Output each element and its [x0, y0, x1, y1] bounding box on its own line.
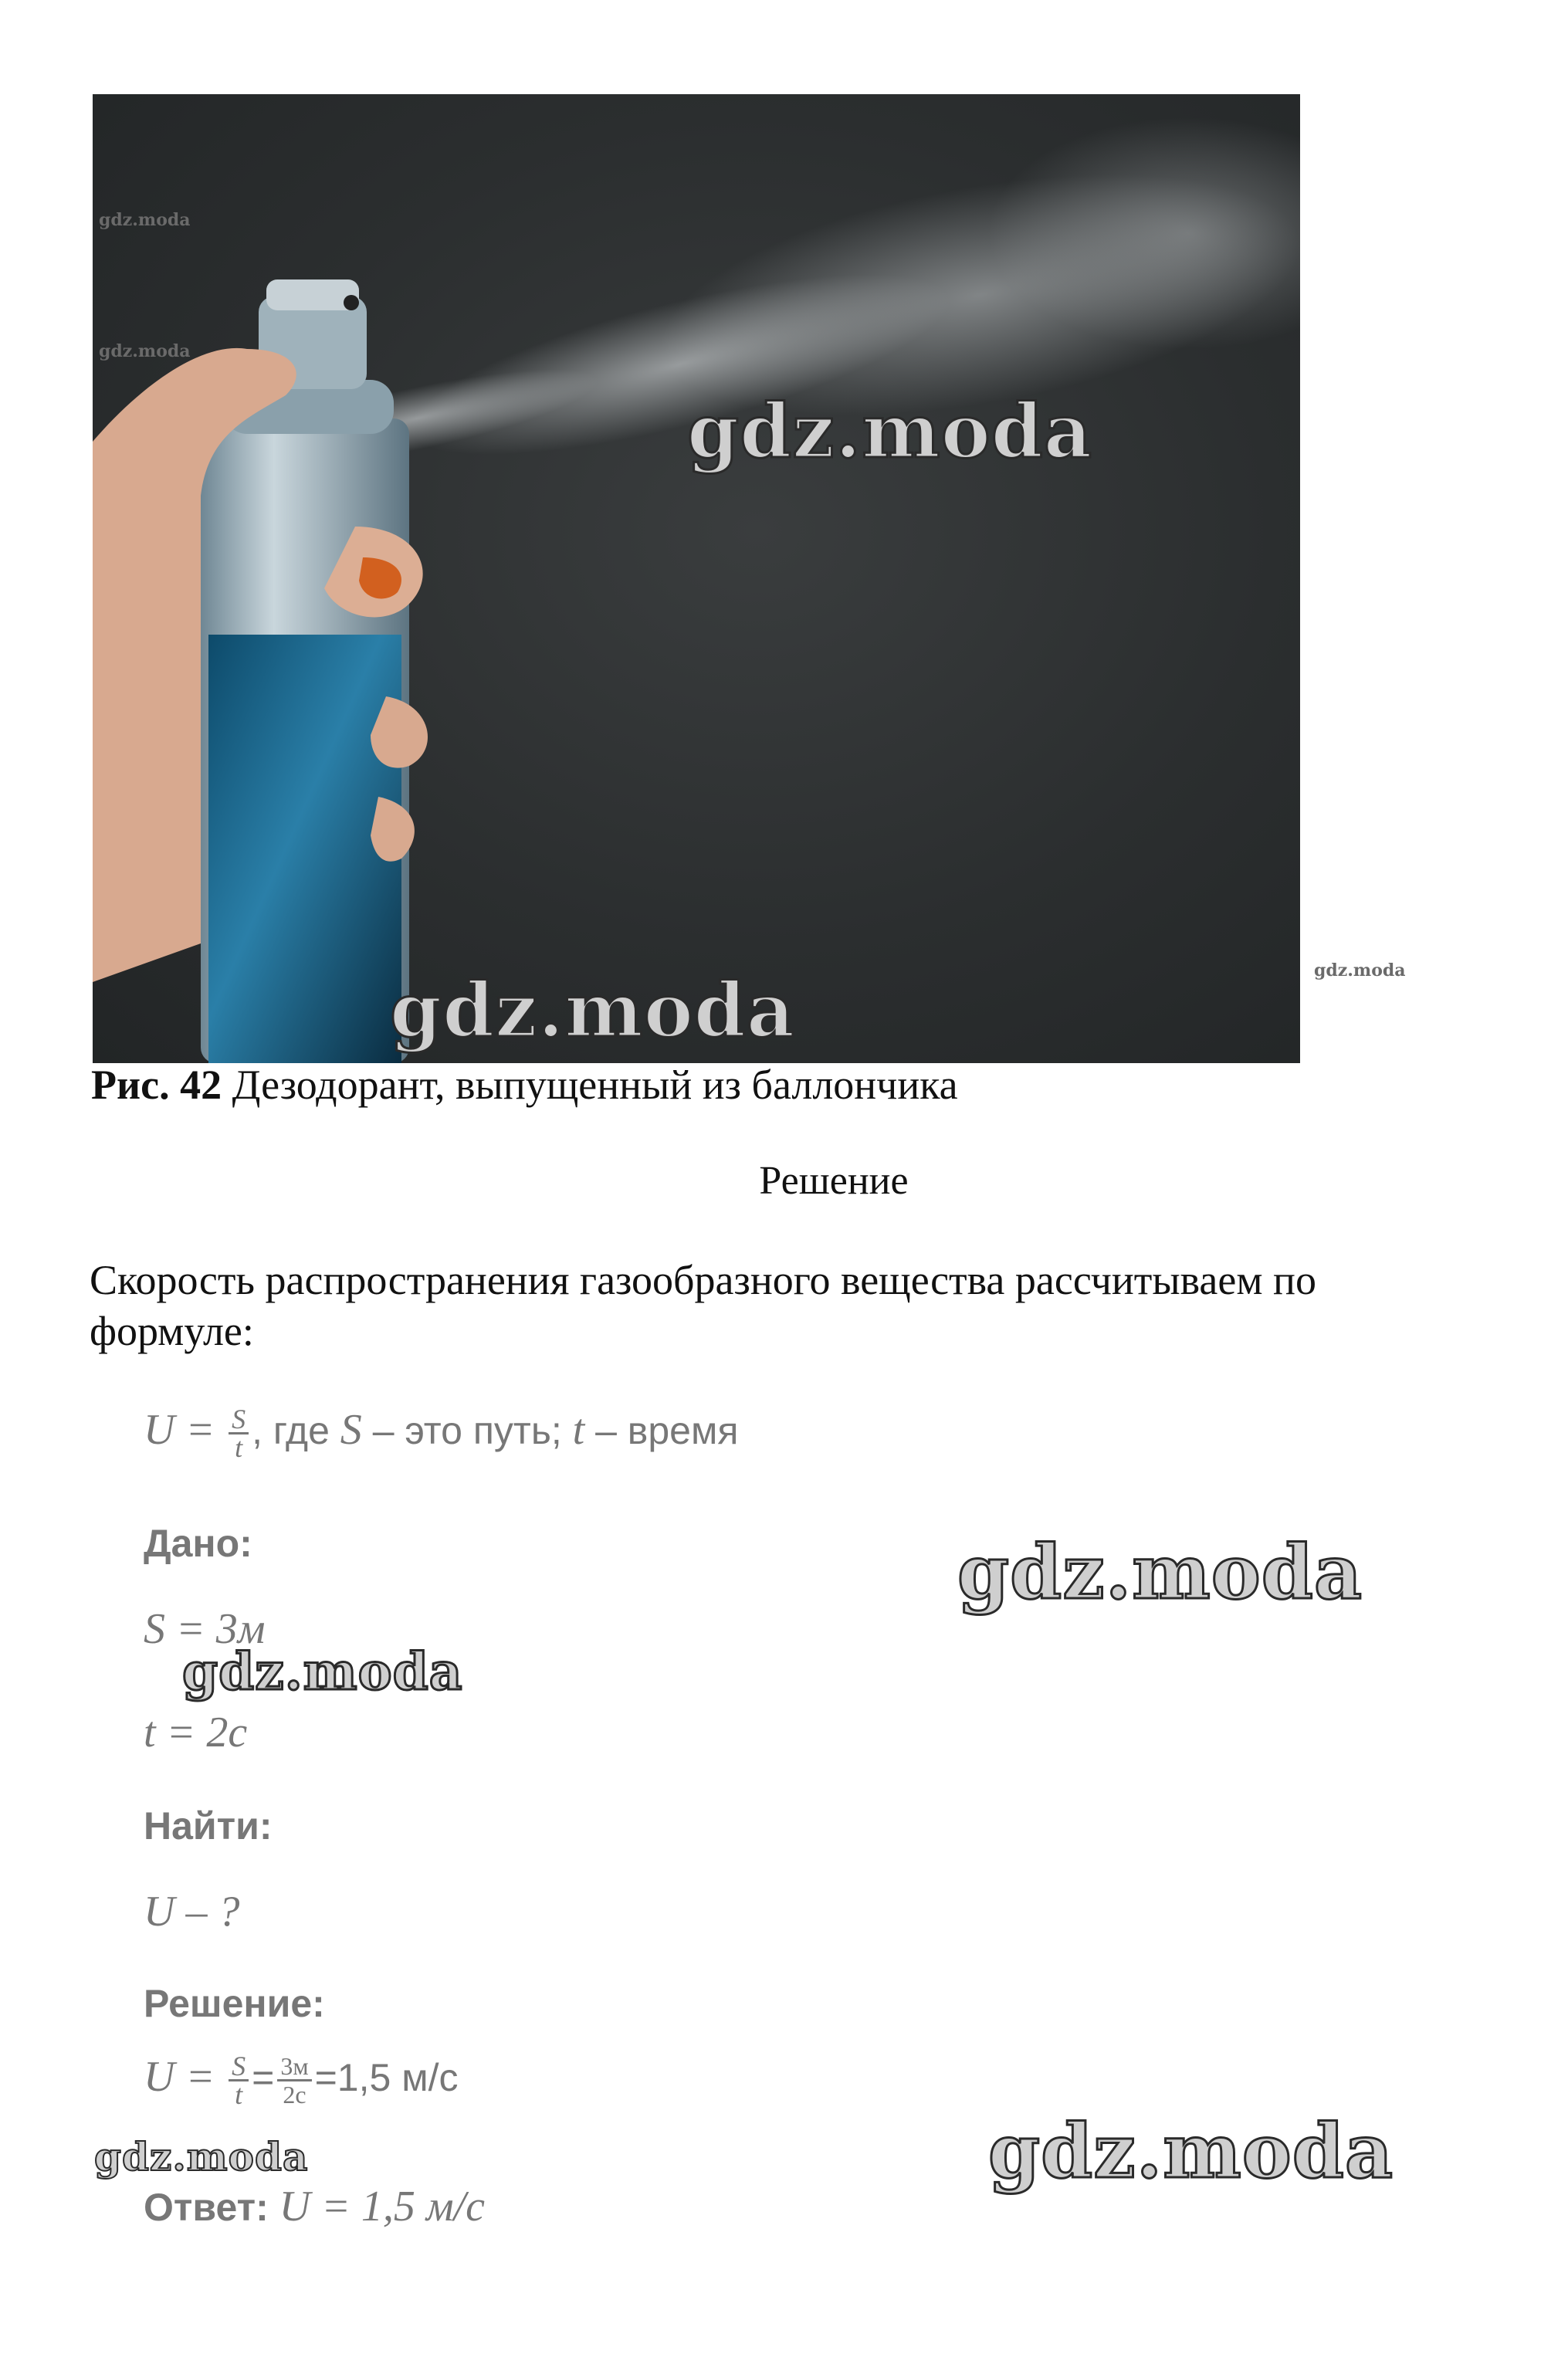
solution-heading: Решение	[759, 1159, 909, 1203]
formula-lhs: U =	[144, 1406, 215, 1454]
solution-label: Решение:	[144, 1982, 325, 2025]
given-s: S = 3м	[144, 1605, 266, 1653]
watermark-small: gdz.moda	[1314, 960, 1406, 981]
fraction-denominator: 2с	[283, 2081, 306, 2109]
watermark-medium: gdz.moda	[94, 2134, 309, 2180]
given-label: Дано:	[144, 1522, 252, 1565]
figure-caption	[91, 1061, 958, 1109]
calc-eq: =	[252, 2056, 275, 2099]
formula-text: – это путь;	[361, 1409, 573, 1452]
formula-var-t: t	[572, 1406, 585, 1454]
calc-result: =1,5 м/с	[314, 2056, 459, 2099]
fraction-numerator: S	[229, 1406, 249, 1434]
fraction-numerator: S	[229, 2053, 249, 2081]
formula-line	[144, 1404, 739, 1464]
calc-fraction-1	[229, 2051, 249, 2111]
watermark-large: gdz.moda	[988, 2108, 1394, 2195]
watermark-small: gdz.moda	[99, 341, 191, 361]
spray-illustration	[93, 94, 1300, 1063]
intro-paragraph: Скорость распространения газообразного вещества рассчитываем по формуле:	[90, 1257, 1316, 1354]
formula-var-s: S	[340, 1406, 362, 1454]
formula-text: , где	[252, 1409, 340, 1452]
calc-lhs: U =	[144, 2053, 215, 2101]
watermark-large: gdz.moda	[957, 1529, 1363, 1616]
watermark-medium: gdz.moda	[182, 1641, 463, 1702]
figure-label: Рис. 42	[91, 1062, 222, 1108]
calc-fraction-2	[277, 2053, 311, 2108]
answer-value: U = 1,5 м/с	[279, 2183, 486, 2230]
answer-label: Ответ:	[144, 2186, 279, 2229]
formula-fraction	[229, 1404, 249, 1464]
find-label: Найти:	[144, 1804, 273, 1848]
watermark-large: gdz.moda	[687, 388, 1093, 475]
answer-line	[144, 2182, 485, 2231]
calc-line	[144, 2051, 459, 2111]
figure-caption-text: Дезодорант, выпущенный из баллончика	[232, 1062, 958, 1108]
formula-text: – время	[584, 1409, 739, 1452]
find-u: U – ?	[144, 1888, 240, 1936]
watermark-large: gdz.moda	[390, 967, 796, 1054]
deodorant-spray-photo	[93, 94, 1300, 1063]
fraction-numerator: 3м	[277, 2053, 311, 2081]
fraction-denominator: t	[235, 2079, 243, 2111]
given-t: t = 2с	[144, 1709, 248, 1756]
watermark-small: gdz.moda	[99, 210, 191, 230]
fraction-denominator: t	[235, 1432, 243, 1464]
